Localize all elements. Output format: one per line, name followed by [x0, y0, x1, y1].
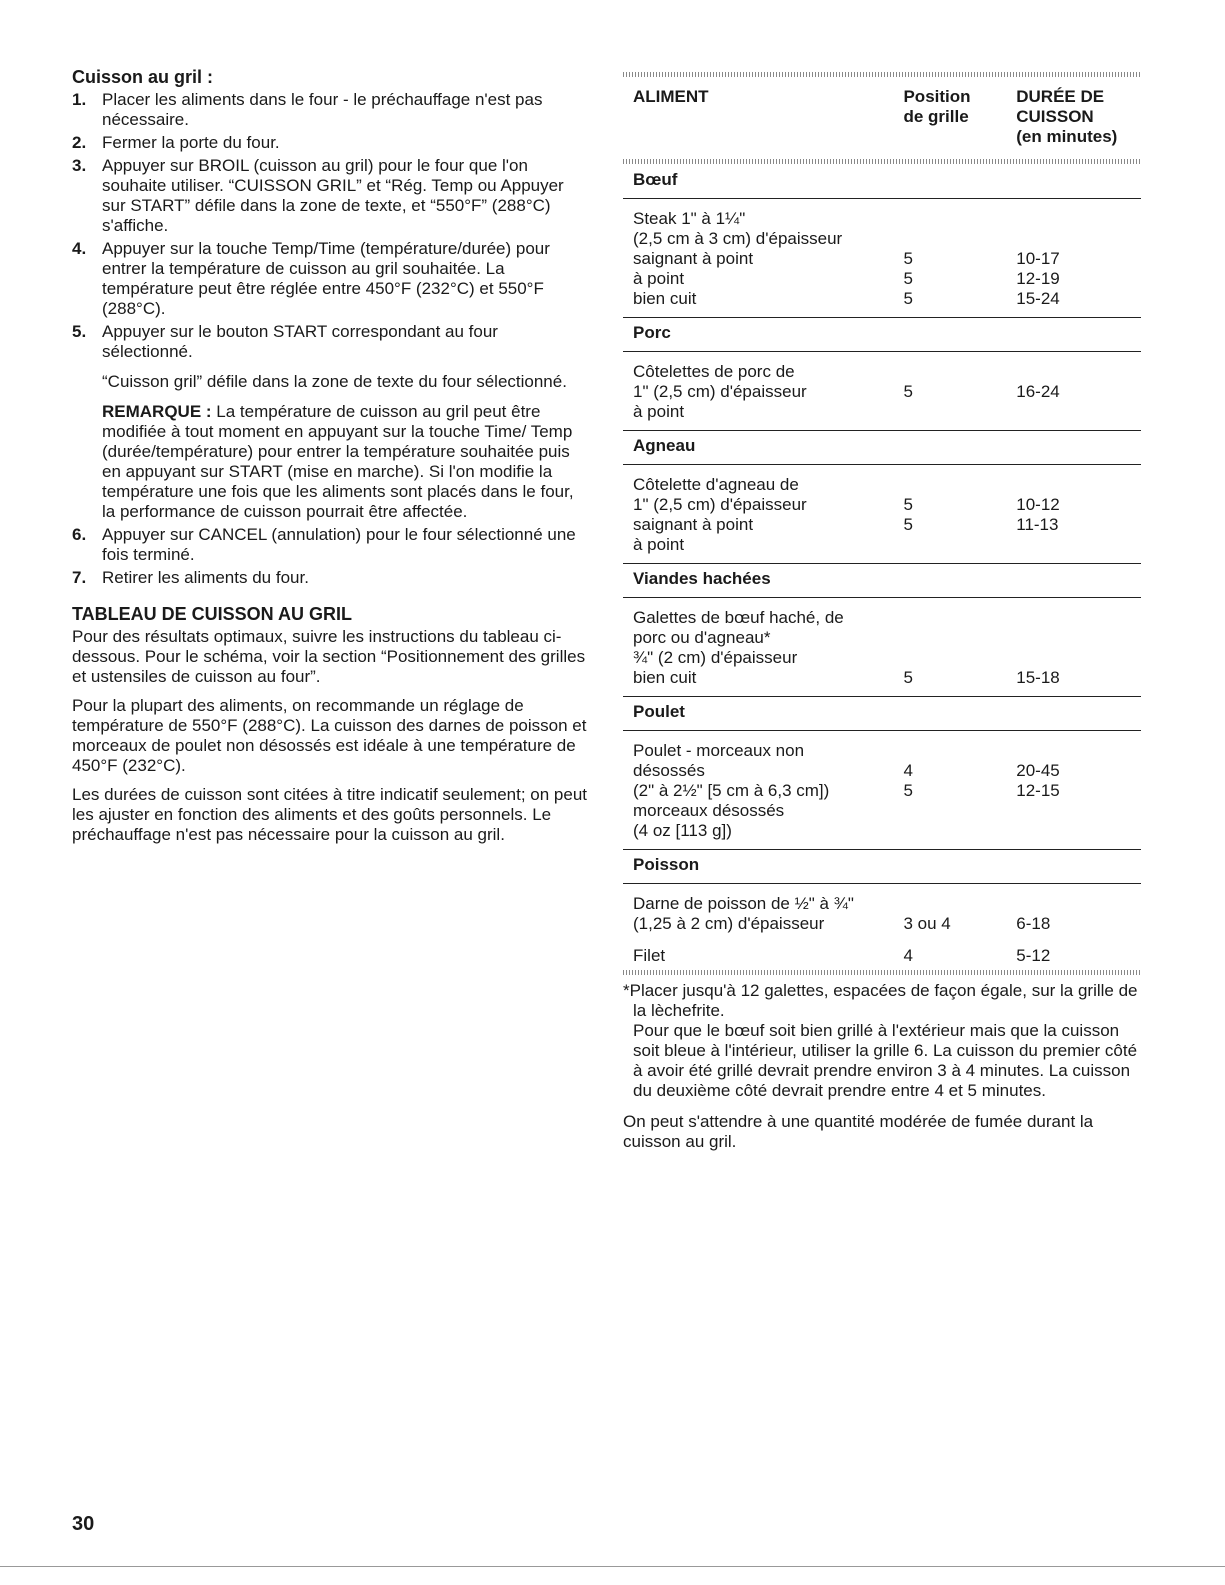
header-position: Position de grille — [903, 87, 971, 126]
paragraph: Les durées de cuisson sont citées à titre indicatif seulement; on peut les ajuster en fonction des aliments et des goûts personnels. Le préchauffage n'est pas nécessaire pour la cuisson au gril. — [72, 785, 588, 844]
list-item: 4. Appuyer sur la touche Temp/Time (température/durée) pour entrer la température de cuisson au gril souhaitée. La température peut être réglée entre 450°F (232°C) et 550°F (288°C). — [72, 239, 550, 318]
left-column — [72, 66, 590, 854]
table-row: (4 oz [113 g]) — [633, 821, 732, 840]
list-item: 3. Appuyer sur BROIL (cuisson au gril) pour le four que l'on souhaite utiliser. “CUISSON GRIL” et “Rég. Temp ou Appuyer sur START” défile dans la zone de texte, et “550°F” (288°C) s'affiche. — [72, 156, 564, 235]
table-row: Filet 4 5-12 — [633, 946, 1051, 965]
table-row: 1" (2,5 cm) d'épaisseur 5 10-12 — [633, 495, 1060, 514]
category-beef-rows — [623, 199, 1141, 318]
table-row: bien cuit 5 15-18 — [633, 668, 1060, 687]
table-row: Côtelette d'agneau de — [633, 475, 799, 494]
list-item: 5. Appuyer sur le bouton START correspondant au four sélectionné. “Cuisson gril” défile dans la zone de texte du four sélectionné. REMARQUE : La température de cuisson au gril peut être modifiée à tout moment en appuyant sur la touche Time/ Temp (durée/température) pour entrer la température souhaitée puis en appuyant sur START (mise en marche). Si l'on modifie la température une fois que les aliments sont placés dans le four, la performance de cuisson pourrait être affectée. — [72, 322, 590, 522]
table-row: Galettes de bœuf haché, de — [633, 608, 844, 627]
category-fish: Poisson — [623, 850, 1141, 884]
remark: REMARQUE : La température de cuisson au gril peut être modifiée à tout moment en appuyant sur la touche Time/ Temp (durée/température) pour entrer la température souhaitée puis en appuyant sur START (mise en marche). Si l'on modifie la température une fois que les aliments sont placés dans le four, la performance de cuisson pourrait être affectée. — [102, 402, 574, 521]
header-time: DURÉE DE CUISSON (en minutes) — [1016, 87, 1118, 146]
category-fish-rows — [623, 884, 1141, 970]
table-row: morceaux désossés — [633, 801, 785, 820]
table-row: bien cuit 5 15-24 — [633, 289, 1060, 308]
table-row: à point 5 12-19 — [633, 269, 1060, 288]
category-pork: Porc — [623, 318, 1141, 352]
right-column — [623, 72, 1141, 1152]
broil-section-title: Cuisson au gril : — [72, 67, 214, 87]
broil-steps-list — [72, 90, 590, 588]
table-row: saignant à point 5 10-17 — [633, 249, 1060, 268]
table-row: Poulet - morceaux non — [633, 741, 805, 760]
category-chicken-rows — [623, 731, 1141, 850]
list-item: 7. Retirer les aliments du four. — [72, 568, 309, 587]
table-row: (2" à 2½" [5 cm à 6,3 cm]) 5 12-15 — [633, 781, 1060, 800]
table-row: à point — [633, 402, 685, 421]
footnote-asterisk: *Placer jusqu'à 12 galettes, espacées de façon égale, sur la grille de la lèchefrite. — [623, 981, 1138, 1020]
table-row: à point — [633, 535, 685, 554]
category-ground-rows — [623, 598, 1141, 697]
header-food: ALIMENT — [633, 87, 709, 106]
category-pork-rows — [623, 352, 1141, 431]
footnote-beef-tip: Pour que le bœuf soit bien grillé à l'extérieur mais que la cuisson soit bleue à l'intérieur, utiliser la grille 6. La cuisson du premier côté à avoir été grillé devrait prendre environ 3 à 4 minutes. La cuisson du deuxième côté devrait prendre entre 4 et 5 minutes. — [633, 1021, 1138, 1100]
list-item: 1. Placer les aliments dans le four - le préchauffage n'est pas nécessaire. — [72, 90, 543, 129]
footnotes — [623, 981, 1141, 1152]
category-ground-meats: Viandes hachées — [623, 564, 1141, 598]
table-row: porc ou d'agneau* — [633, 628, 771, 647]
category-chicken: Poulet — [623, 697, 1141, 731]
page-number: 30 — [72, 1513, 95, 1535]
step-5-display-note: “Cuisson gril” défile dans la zone de texte du four sélectionné. — [102, 372, 567, 391]
paragraph: Pour des résultats optimaux, suivre les instructions du tableau ci-dessous. Pour le schéma, voir la section “Positionnement des grilles et ustensiles de cuisson au four”. — [72, 627, 586, 686]
table-row: ¾" (2 cm) d'épaisseur — [633, 648, 798, 667]
list-item: 6. Appuyer sur CANCEL (annulation) pour le four sélectionné une fois terminé. — [72, 525, 576, 564]
page-bottom-rule — [0, 1566, 1225, 1567]
table-row: (2,5 cm à 3 cm) d'épaisseur — [633, 229, 843, 248]
header-rule — [623, 159, 1141, 164]
table-row: saignant à point 5 11-13 — [633, 515, 1059, 534]
list-item: 2. Fermer la porte du four. — [72, 133, 280, 152]
table-row: désossés 4 20-45 — [633, 761, 1060, 780]
category-beef: Bœuf — [623, 164, 1141, 199]
table-row: Côtelettes de porc de — [633, 362, 795, 381]
table-row: (1,25 à 2 cm) d'épaisseur 3 ou 4 6-18 — [633, 914, 1051, 933]
footnote-smoke: On peut s'attendre à une quantité modérée de fumée durant la cuisson au gril. — [623, 1112, 1094, 1151]
chart-section-title: TABLEAU DE CUISSON AU GRIL — [72, 604, 353, 624]
table-row: Steak 1" à 1¼" — [633, 209, 746, 228]
paragraph: Pour la plupart des aliments, on recommande un réglage de température de 550°F (288°C). La cuisson des darnes de poisson et morceaux de poulet non désossés est idéale à une température de 450°F (232°C). — [72, 696, 587, 775]
table-bottom-rule — [623, 970, 1141, 975]
table-row: 1" (2,5 cm) d'épaisseur 5 16-24 — [633, 382, 1060, 401]
category-lamb-rows — [623, 465, 1141, 564]
table-row: Darne de poisson de ½" à ¾" — [633, 894, 854, 913]
category-lamb: Agneau — [623, 431, 1141, 465]
table-top-rule — [623, 72, 1141, 77]
table-header — [623, 77, 1141, 159]
